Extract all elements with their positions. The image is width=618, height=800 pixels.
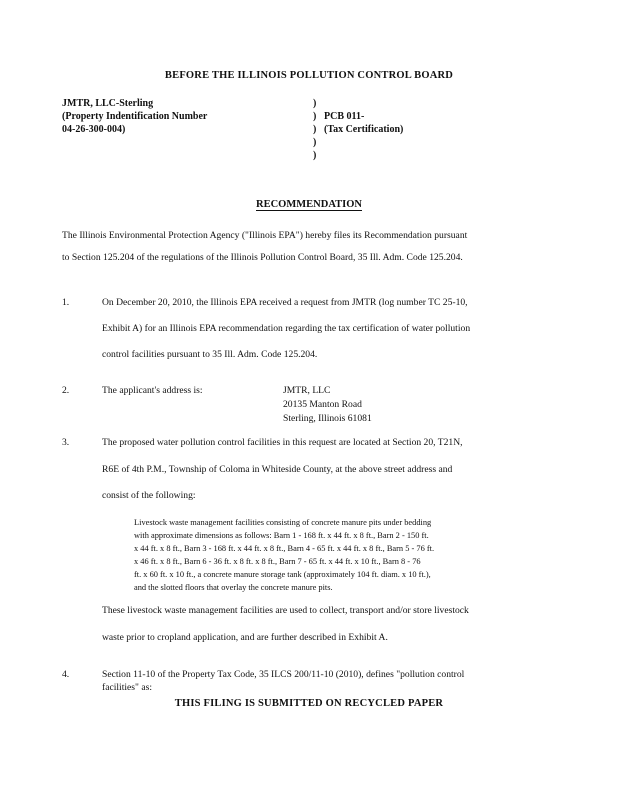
facility-description-line-4: x 46 ft. x 8 ft., Barn 6 - 36 ft. x 8 ft. x 8 ft., Barn 7 - 65 ft. x 44 ft. x 10 ft., Barn 8 - 76	[134, 557, 421, 566]
address-line-1: JMTR, LLC	[283, 385, 331, 396]
caption-paren-3: )	[313, 124, 317, 135]
facility-description-line-2: with approximate dimensions as follows: Barn 1 - 168 ft. x 44 ft. x 8 ft., Barn 2 - 150 ft.	[134, 531, 429, 540]
caption-party-line-3: 04-26-300-004)	[62, 124, 126, 135]
address-line-2: 20135 Manton Road	[283, 399, 362, 410]
paragraph-3-after-line-2: waste prior to cropland application, and are further described in Exhibit A.	[102, 632, 388, 643]
intro-line-1: The Illinois Environmental Protection Agency ("Illinois EPA") hereby files its Recommendation pursuant	[62, 230, 468, 241]
paragraph-1-line-3: control facilities pursuant to 35 Ill. Adm. Code 125.204.	[102, 349, 318, 360]
caption-paren-5: )	[313, 150, 317, 161]
paragraph-3-line-2: R6E of 4th P.M., Township of Coloma in Whiteside County, at the above street address and	[102, 464, 453, 475]
paragraph-1-number: 1.	[62, 297, 70, 308]
paragraph-3-after-line-1: These livestock waste management facilities are used to collect, transport and/or store livestock	[102, 605, 469, 616]
case-number: PCB 011-	[324, 111, 365, 122]
recycled-paper-footer: THIS FILING IS SUBMITTED ON RECYCLED PAPER	[174, 698, 444, 709]
paragraph-1-line-2: Exhibit A) for an Illinois EPA recommendation regarding the tax certification of water pollution	[102, 323, 471, 334]
caption-paren-1: )	[313, 98, 317, 109]
address-line-3: Sterling, Illinois 61081	[283, 413, 372, 424]
facility-description-line-6: and the slotted floors that overlay the concrete manure pits.	[134, 583, 333, 592]
paragraph-2-number: 2.	[62, 385, 70, 396]
recommendation-heading-text: RECOMMENDATION	[256, 199, 362, 210]
intro-line-2: to Section 125.204 of the regulations of the Illinois Pollution Control Board, 35 Ill. Adm. Code 125.204.	[62, 252, 463, 263]
paragraph-3-number: 3.	[62, 437, 70, 448]
paragraph-4-number: 4.	[62, 669, 70, 680]
caption-paren-4: )	[313, 137, 317, 148]
paragraph-3-line-3: consist of the following:	[102, 490, 196, 501]
case-type: (Tax Certification)	[324, 124, 404, 135]
paragraph-4-line-1: Section 11-10 of the Property Tax Code, 35 ILCS 200/11-10 (2010), defines "pollution control	[102, 669, 465, 680]
paragraph-4-line-2: facilities" as:	[102, 682, 153, 693]
facility-description-line-5: ft. x 60 ft. x 10 ft., a concrete manure storage tank (approximately 104 ft. diam. x 10 ft.),	[134, 570, 431, 579]
board-title: BEFORE THE ILLINOIS POLLUTION CONTROL BOARD	[164, 70, 454, 81]
paragraph-3-line-1: The proposed water pollution control facilities in this request are located at Section 20, T21N,	[102, 437, 463, 448]
paragraph-2-label: The applicant's address is:	[102, 385, 203, 396]
facility-description-line-1: Livestock waste management facilities consisting of concrete manure pits under bedding	[134, 518, 432, 527]
caption-party-line-1: JMTR, LLC-Sterling	[62, 98, 154, 109]
caption-paren-2: )	[313, 111, 317, 122]
facility-description-line-3: x 44 ft. x 8 ft., Barn 3 - 168 ft. x 44 ft. x 8 ft., Barn 4 - 65 ft. x 44 ft. x 8 ft., Barn 5 - 76 ft.	[134, 544, 435, 553]
caption-party-line-2: (Property Indentification Number	[62, 111, 208, 122]
recommendation-heading	[0, 199, 618, 210]
paragraph-1-line-1: On December 20, 2010, the Illinois EPA received a request from JMTR (log number TC 25-10,	[102, 297, 468, 308]
